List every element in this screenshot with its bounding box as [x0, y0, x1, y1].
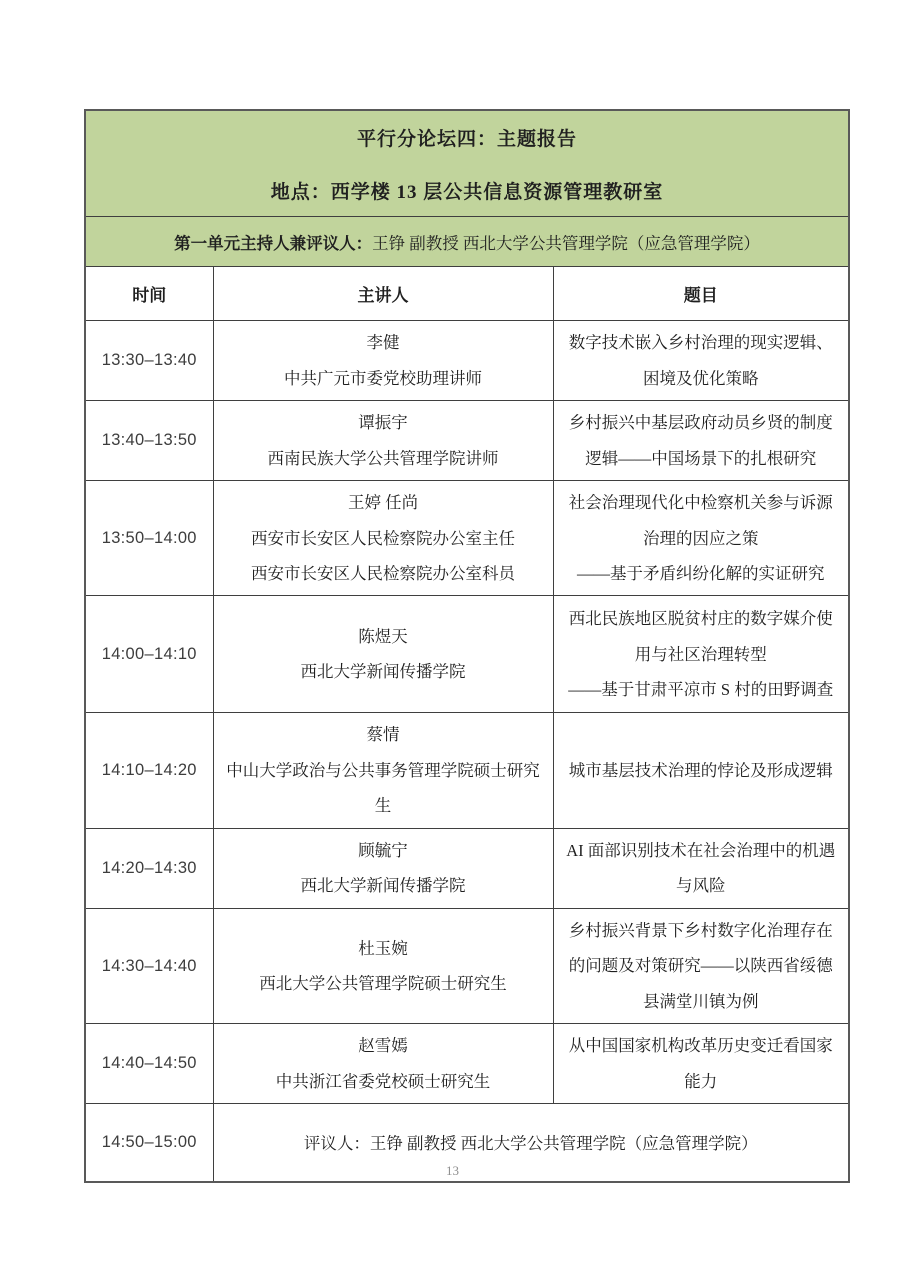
forum-header-cell — [85, 110, 849, 217]
time-cell: 13:30–13:40 — [85, 321, 213, 401]
topic-cell — [553, 828, 849, 908]
speaker-line: 中共广元市委党校助理讲师 — [284, 368, 482, 388]
table-row — [85, 596, 849, 713]
speaker-line: 中共浙江省委党校硕士研究生 — [275, 1071, 491, 1091]
speaker-line: 中山大学政治与公共事务管理学院硕士研究生 — [226, 760, 540, 816]
topic-cell — [553, 1024, 849, 1104]
discussant-cell: 评议人：王铮 副教授 西北大学公共管理学院（应急管理学院） — [213, 1104, 849, 1182]
forum-location: 地点：西学楼 13 层公共信息资源管理教研室 — [270, 181, 664, 203]
forum-header-row — [85, 110, 849, 217]
speaker-cell — [213, 481, 553, 596]
forum-title: 平行分论坛四：主题报告 — [357, 129, 578, 150]
time-cell: 13:50–14:00 — [85, 481, 213, 596]
topic-line: 西北民族地区脱贫村庄的数字媒介使用与社区治理转型 — [568, 609, 833, 664]
speaker-line: 西北大学新闻传播学院 — [300, 876, 466, 896]
speaker-line: 西安市长安区人民检察院办公室主任 — [251, 528, 515, 548]
speaker-line: 王婷 任尚 — [347, 493, 419, 513]
speaker-cell — [213, 713, 553, 828]
table-row — [85, 481, 849, 596]
topic-cell — [553, 321, 849, 401]
table-row — [85, 1024, 849, 1104]
speaker-cell — [213, 401, 553, 481]
topic-line: 从中国国家机构改革历史变迁看国家能力 — [568, 1036, 833, 1091]
time-cell: 14:30–14:40 — [85, 908, 213, 1023]
speaker-line: 西北大学新闻传播学院 — [300, 662, 466, 682]
speaker-line: 李健 — [366, 333, 400, 353]
topic-cell — [553, 713, 849, 828]
topic-line: ——基于甘肃平凉市 S 村的田野调查 — [568, 680, 834, 700]
table-row — [85, 908, 849, 1023]
topic-cell — [553, 481, 849, 596]
topic-cell — [553, 401, 849, 481]
topic-line: ——基于矛盾纠纷化解的实证研究 — [577, 564, 825, 583]
time-cell: 14:20–14:30 — [85, 828, 213, 908]
speaker-line: 谭振宇 — [358, 413, 408, 433]
speaker-cell — [213, 321, 553, 401]
moderator-cell — [85, 217, 849, 267]
topic-line: 社会治理现代化中检察机关参与诉源治理的因应之策 — [568, 493, 833, 548]
time-cell: 13:40–13:50 — [85, 401, 213, 481]
schedule-table — [84, 109, 850, 1183]
schedule-body — [85, 321, 849, 1182]
moderator-label: 第一单元主持人兼评议人： — [174, 234, 373, 253]
speaker-cell — [213, 596, 553, 713]
topic-line: 城市基层技术治理的悖论及形成逻辑 — [568, 760, 833, 780]
speaker-line: 西北大学公共管理学院硕士研究生 — [259, 974, 507, 994]
speaker-line: 西南民族大学公共管理学院讲师 — [267, 448, 499, 468]
time-cell: 14:10–14:20 — [85, 713, 213, 828]
speaker-line: 赵雪嫣 — [358, 1036, 408, 1056]
speaker-line: 蔡情 — [366, 725, 400, 745]
speaker-line: 顾毓宁 — [358, 840, 408, 860]
column-header-row — [85, 267, 849, 321]
topic-line: 乡村振兴背景下乡村数字化治理存在的问题及对策研究——以陕西省绥德县满堂川镇为例 — [568, 920, 833, 1011]
speaker-line: 西安市长安区人民检察院办公室科员 — [251, 564, 515, 583]
topic-line: AI 面部识别技术在社会治理中的机遇与风险 — [566, 840, 836, 896]
time-cell: 14:40–14:50 — [85, 1024, 213, 1104]
column-header-topic: 题目 — [553, 267, 849, 321]
speaker-cell — [213, 908, 553, 1023]
speaker-line: 陈煜天 — [358, 627, 408, 646]
topic-cell — [553, 908, 849, 1023]
page-number: 13 — [446, 1163, 459, 1178]
moderator-value: 王铮 副教授 西北大学公共管理学院（应急管理学院） — [372, 233, 760, 253]
topic-line: 数字技术嵌入乡村治理的现实逻辑、困境及优化策略 — [568, 333, 833, 388]
moderator-row — [85, 217, 849, 267]
table-row — [85, 713, 849, 828]
topic-line: 乡村振兴中基层政府动员乡贤的制度逻辑——中国场景下的扎根研究 — [568, 413, 833, 468]
speaker-cell — [213, 828, 553, 908]
speaker-cell — [213, 1024, 553, 1104]
column-header-time: 时间 — [85, 267, 213, 321]
table-row — [85, 321, 849, 401]
time-cell: 14:00–14:10 — [85, 596, 213, 713]
column-header-speaker: 主讲人 — [213, 267, 553, 321]
table-row — [85, 828, 849, 908]
speaker-line: 杜玉婉 — [358, 938, 408, 958]
table-row — [85, 401, 849, 481]
topic-cell — [553, 596, 849, 713]
time-cell: 14:50–15:00 — [85, 1104, 213, 1182]
